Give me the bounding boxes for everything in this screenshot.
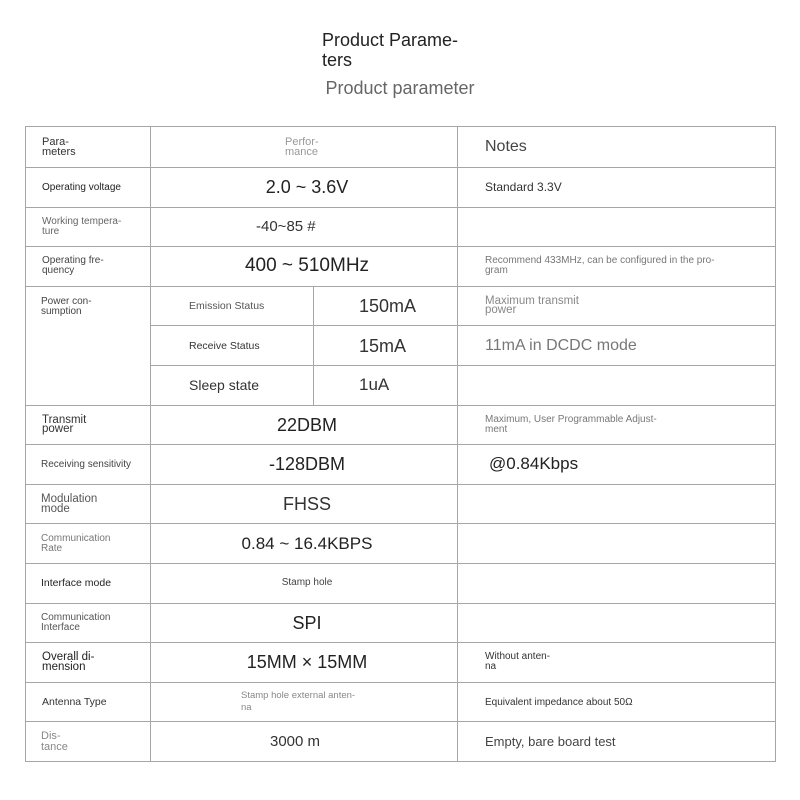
param-value: SPI <box>151 603 458 643</box>
power-row-emission <box>26 286 776 326</box>
param-value: 2.0 ~ 3.6V <box>151 168 458 208</box>
page-subtitle: Product parameter <box>325 78 475 98</box>
param-value: -40~85 # <box>151 207 458 247</box>
table-row <box>26 722 776 762</box>
param-name: Operating fre- quency <box>26 247 151 287</box>
param-note: Maximum, User Programmable Adjust- ment <box>458 405 776 445</box>
param-value: Stamp hole external anten- na <box>151 682 458 722</box>
param-name: Overall di- mension <box>26 643 151 683</box>
table-row <box>26 405 776 445</box>
param-note: Recommend 433MHz, can be configured in the pro- gram <box>458 247 776 287</box>
spec-table <box>25 126 776 762</box>
empty-note-cell <box>458 603 776 643</box>
page-title: Product Parame- ters <box>322 30 459 70</box>
table-row <box>26 682 776 722</box>
power-state-name: Sleep state <box>151 365 314 405</box>
power-state-name: Receive Status <box>151 326 314 366</box>
table-row <box>26 563 776 603</box>
table-row <box>26 445 776 485</box>
table-row <box>26 168 776 208</box>
param-name: Antenna Type <box>26 682 151 722</box>
param-note: Equivalent impedance about 50Ω <box>458 682 776 722</box>
empty-note-cell <box>458 524 776 564</box>
param-note: Empty, bare board test <box>458 722 776 762</box>
param-name: Modulation mode <box>26 484 151 524</box>
table-row <box>26 484 776 524</box>
empty-note-cell <box>458 484 776 524</box>
param-name: Communication Rate <box>26 524 151 564</box>
table-header-row <box>26 127 776 168</box>
param-value: 15MM × 15MM <box>151 643 458 683</box>
empty-note-cell <box>458 365 776 405</box>
param-name: Interface mode <box>26 563 151 603</box>
header-notes: Notes <box>458 127 776 168</box>
param-name: Transmit power <box>26 405 151 445</box>
param-name: Communication Interface <box>26 603 151 643</box>
param-value: 3000 m <box>151 722 458 762</box>
table-row <box>26 643 776 683</box>
power-state-note: 11mA in DCDC mode <box>458 326 776 366</box>
param-value: -128DBM <box>151 445 458 485</box>
empty-note-cell <box>458 207 776 247</box>
param-value: 400 ~ 510MHz <box>151 247 458 287</box>
param-value: FHSS <box>151 484 458 524</box>
param-value: 22DBM <box>151 405 458 445</box>
power-consumption-label: Power con- sumption <box>26 286 151 405</box>
param-value: 0.84 ~ 16.4KBPS <box>151 524 458 564</box>
table-row <box>26 207 776 247</box>
table-row <box>26 247 776 287</box>
param-name: Receiving sensitivity <box>26 445 151 485</box>
table-row <box>26 524 776 564</box>
param-name: Dis- tance <box>26 722 151 762</box>
table-row <box>26 603 776 643</box>
param-note: @0.84Kbps <box>458 445 776 485</box>
param-note: Standard 3.3V <box>458 168 776 208</box>
power-state-note: Maximum transmit power <box>458 286 776 326</box>
param-name: Working tempera- ture <box>26 207 151 247</box>
header-parameters: Para- meters <box>26 127 151 168</box>
power-state-value: 1uA <box>314 365 458 405</box>
header-performance: Perfor- mance <box>151 127 458 168</box>
power-state-value: 150mA <box>314 286 458 326</box>
empty-note-cell <box>458 563 776 603</box>
param-value: Stamp hole <box>151 563 458 603</box>
param-name: Operating voltage <box>26 168 151 208</box>
power-state-value: 15mA <box>314 326 458 366</box>
param-note: Without anten- na <box>458 643 776 683</box>
power-state-name: Emission Status <box>151 286 314 326</box>
